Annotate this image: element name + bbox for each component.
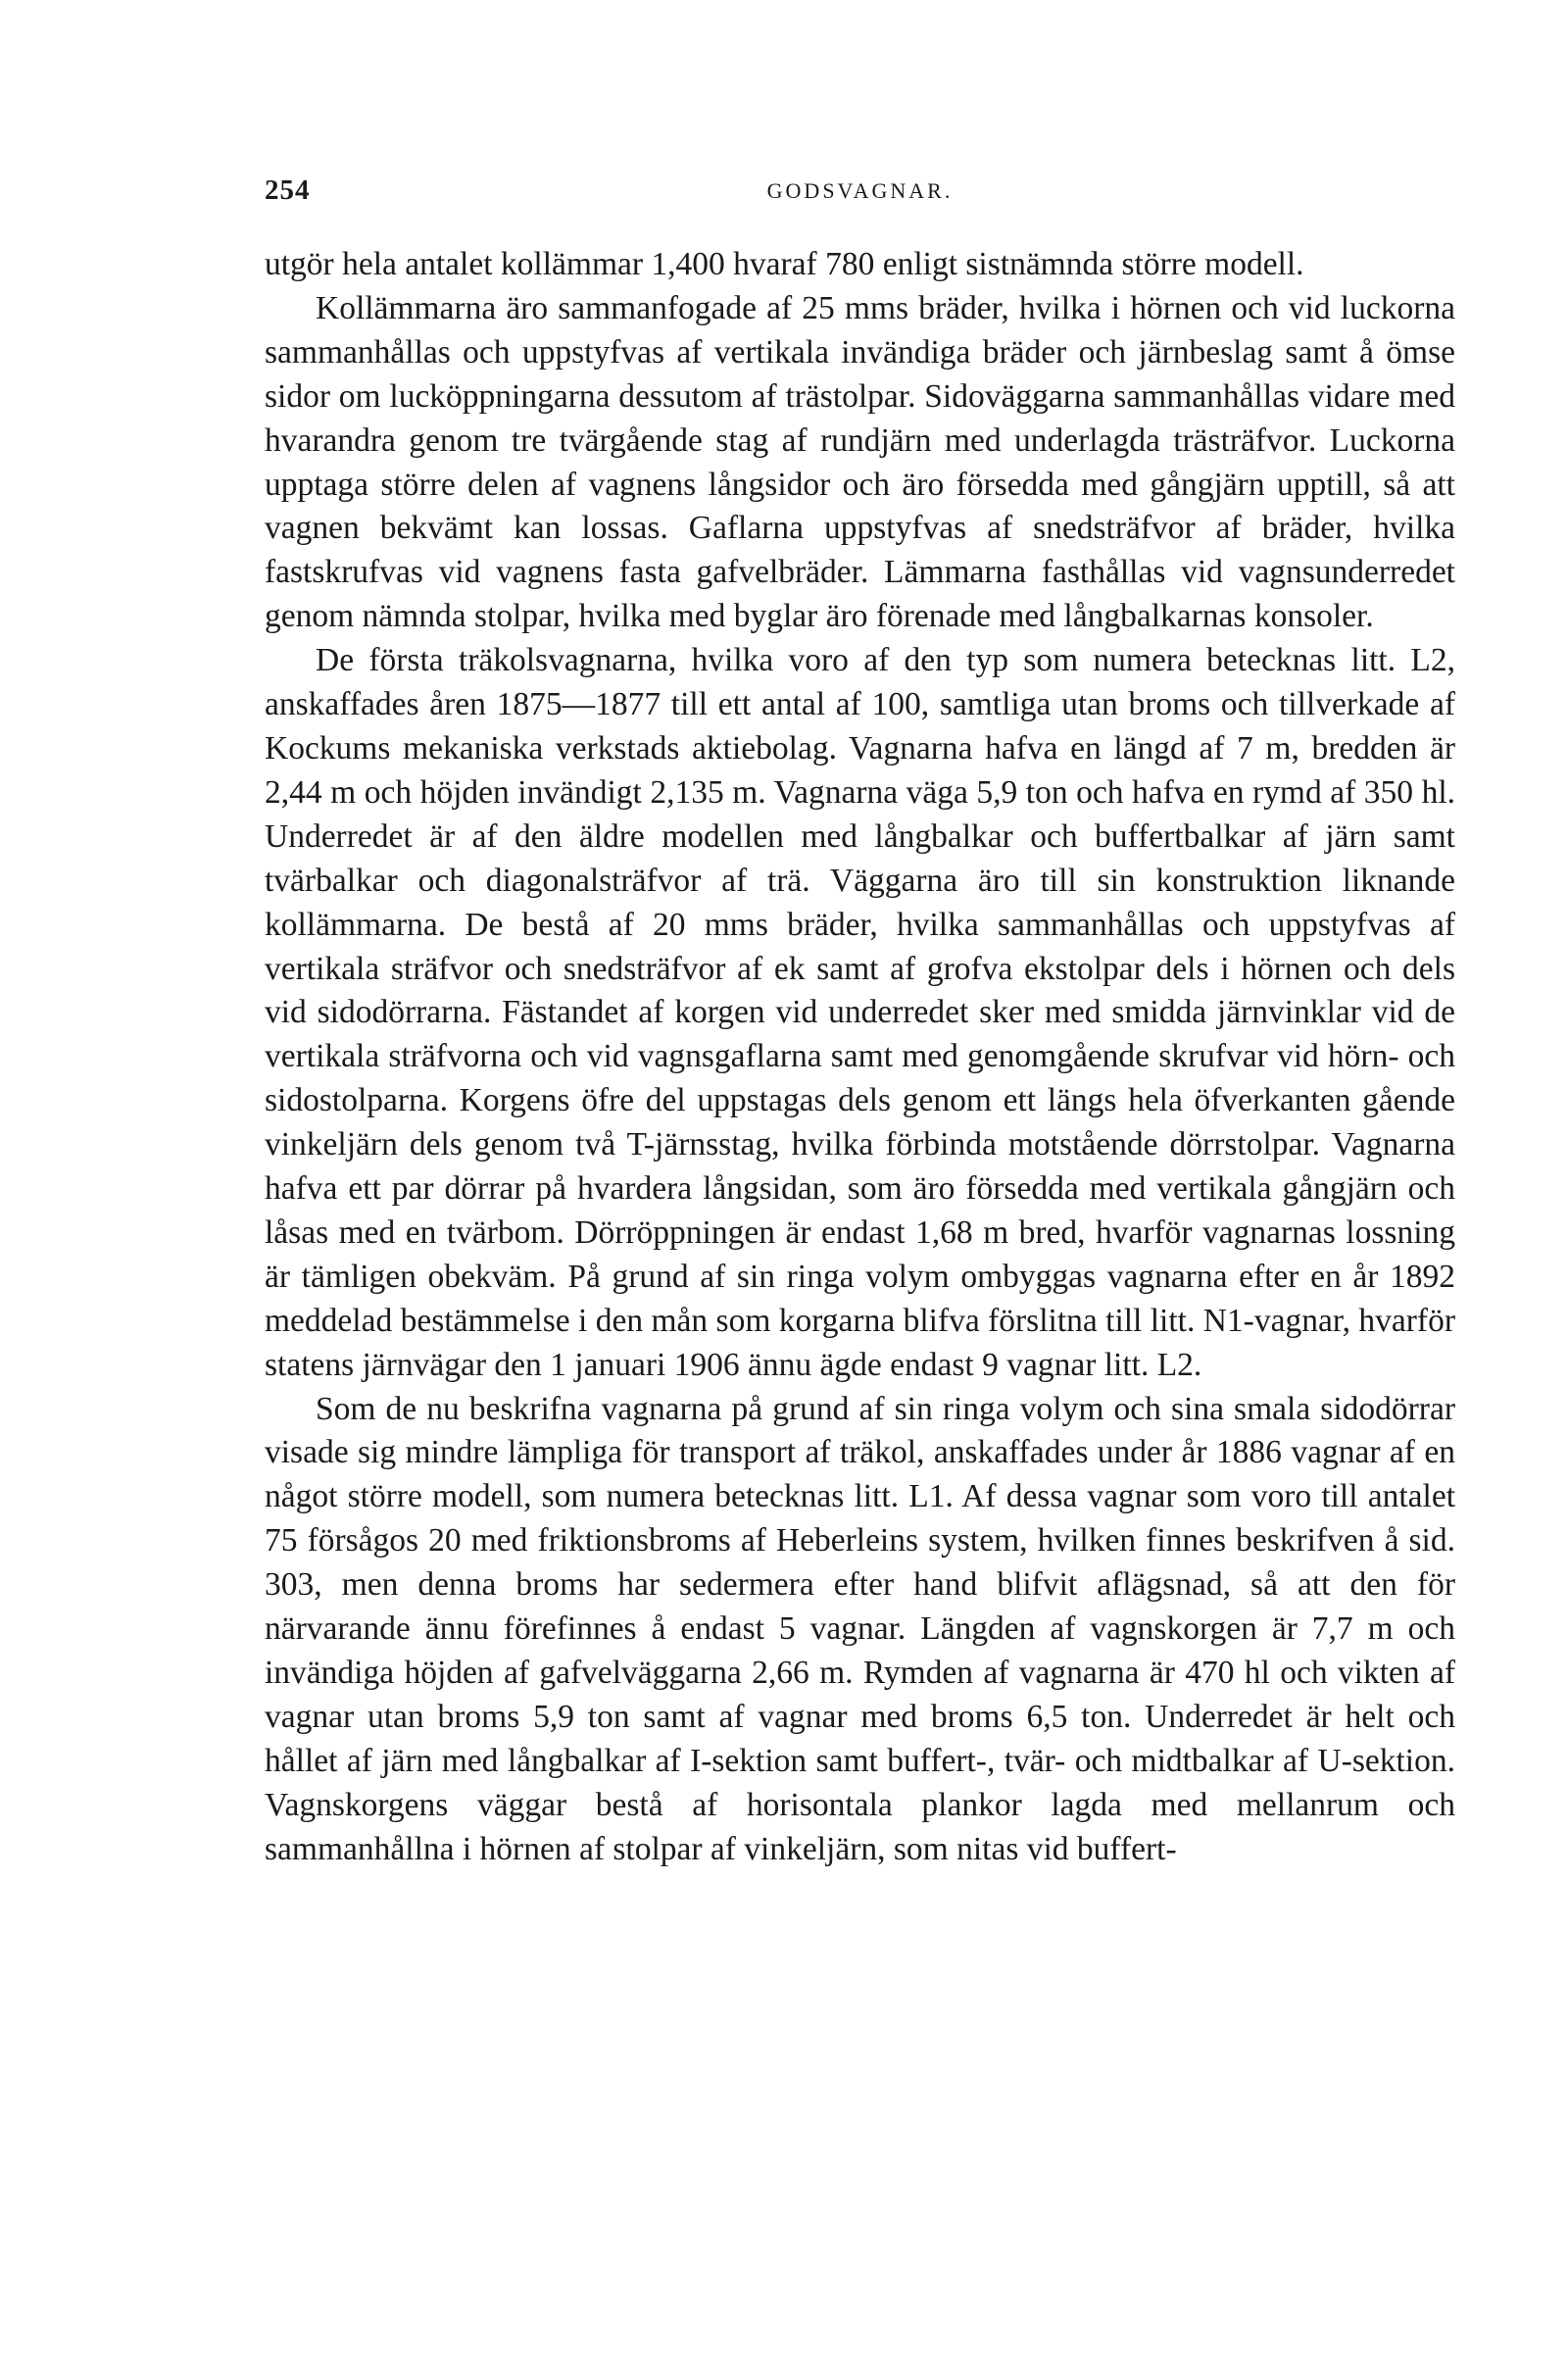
body-text [265,243,1455,1872]
page-number: 254 [265,174,311,206]
running-title: GODSVAGNAR. [766,178,954,203]
paragraph-continuation: utgör hela antalet kollämmar 1,400 hvaraf 780 enligt sistnämnda större modell. [265,246,1304,282]
book-page [265,0,1455,2376]
running-head [265,174,1455,214]
paragraph: De första träkolsvagnarna, hvilka voro af den typ som numera betecknas litt. L2, anskaffades åren 1875—1877 till ett antal af 100, samtliga utan broms och tillverkade af Kockums mekaniska verkstads aktiebolag. Vagnarna hafva en längd af 7 m, bredden är 2,44 m och höjden invändigt 2,135 m. Vagnarna väga 5,9 ton och hafva en rymd af 350 hl. Underredet är af den äldre modellen med långbalkar och buffertbalkar af järn samt tvärbalkar och diagonalsträfvor af trä. Väggarna äro till sin konstruktion liknande kollämmarna. De bestå af 20 mms bräder, hvilka sammanhållas och uppstyfvas af vertikala sträfvor och snedsträfvor af ek samt af grofva ekstolpar dels i hörnen och dels vid sidodörrarna. Fästandet af korgen vid underredet sker med smidda järnvinklar vid de vertikala sträfvorna och vid vagnsgaflarna samt med genomgående skrufvar vid hörn- och sidostolparna. Korgens öfre del uppstagas dels genom ett längs hela öfverkanten gående vinkeljärn dels genom två T-järnsstag, hvilka förbinda motstående dörrstolpar. Vagnarna hafva ett par dörrar på hvardera långsidan, som äro försedda med vertikala gångjärn och låsas med en tvärbom. Dörröppningen är endast 1,68 m bred, hvarför vagnarnas lossning är tämligen obekväm. På grund af sin ringa volym ombyggas vagnarna efter en år 1892 meddelad bestämmelse i den mån som korgarna blifva förslitna till litt. N1-vagnar, hvarför statens järnvägar den 1 januari 1906 ännu ägde endast 9 vagnar litt. L2. [265,642,1455,1383]
paragraph: Kollämmarna äro sammanfogade af 25 mms bräder, hvilka i hörnen och vid luckorna sammanhållas och uppstyfvas af vertikala invändiga bräder och järnbeslag samt å ömse sidor om lucköppningarna dessutom af trästolpar. Sidoväggarna sammanhållas vidare med hvarandra genom tre tvärgående stag af rundjärn med underlagda trästräfvor. Luckorna upptaga större delen af vagnens långsidor och äro försedda med gångjärn upptill, så att vagnen bekvämt kan lossas. Gaflarna uppstyfvas af snedsträfvor af bräder, hvilka fastskrufvas vid vagnens fasta gafvelbräder. Lämmarna fasthållas vid vagnsunderredet genom nämnda stolpar, hvilka med byglar äro förenade med långbalkarnas konsoler. [265,289,1455,635]
paragraph: Som de nu beskrifna vagnarna på grund af sin ringa volym och sina smala sidodörrar visade sig mindre lämpliga för transport af träkol, anskaffades under år 1886 vagnar af en något större modell, som numera betecknas litt. L1. Af dessa vagnar som voro till antalet 75 försågos 20 med friktionsbroms af Heberleins system, hvilken finnes beskrifven å sid. 303, men denna broms har sedermera efter hand blifvit aflägsnad, så att den för närvarande ännu förefinnes å endast 5 vagnar. Längden af vagnskorgen är 7,7 m och invändiga höjden af gafvelväggarna 2,66 m. Rymden af vagnarna är 470 hl och vikten af vagnar utan broms 5,9 ton samt af vagnar med broms 6,5 ton. Underredet är helt och hållet af järn med långbalkar af I-sektion samt buffert-, tvär- och midtbalkar af U-sektion. Vagnskorgens väggar bestå af horisontala plankor lagda med mellanrum och sammanhållna i hörnen af stolpar af vinkeljärn, som nitas vid buffert- [265,1390,1455,1867]
